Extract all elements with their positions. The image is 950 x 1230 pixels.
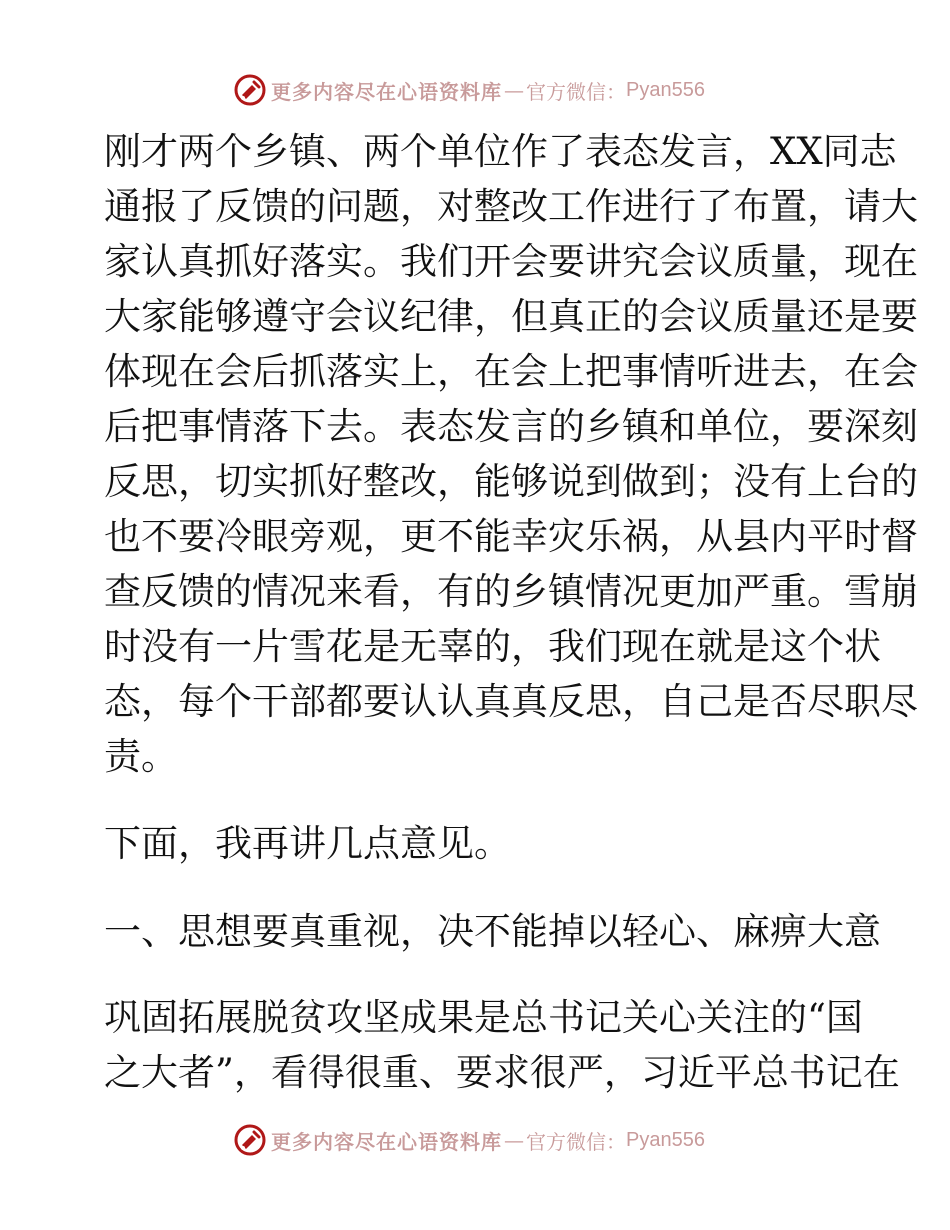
text-line: 通报了反馈的问题，对整改工作进行了布置，请大 — [104, 185, 918, 228]
banner-main-text: 更多内容尽在心语资料库 — [271, 79, 502, 104]
brand-logo-icon — [233, 1123, 267, 1157]
text-line: 态，每个干部都要认认真真反思，自己是否尽职尽 — [104, 680, 918, 723]
text-line: 之大者”，看得很重、要求很严，习近平总书记在 — [104, 1051, 900, 1094]
footer-banner — [233, 1122, 705, 1158]
text-line: 下面，我再讲几点意见。 — [104, 822, 511, 865]
banner-separator: — — [504, 1128, 524, 1152]
text-line: 一、思想要真重视，决不能掉以轻心、麻痹大意 — [104, 910, 881, 953]
text-line: 体现在会后抓落实上，在会上把事情听进去，在会 — [104, 350, 918, 393]
text-line: 查反馈的情况来看，有的乡镇情况更加严重。雪崩 — [104, 570, 918, 613]
text-line: 巩固拓展脱贫攻坚成果是总书记关心关注的“国 — [104, 996, 863, 1039]
text-line: 责。 — [104, 735, 178, 778]
text-line: 刚才两个乡镇、两个单位作了表态发言，XX同志 — [104, 130, 897, 173]
text-line: 大家能够遵守会议纪律，但真正的会议质量还是要 — [104, 295, 918, 338]
text-line: 家认真抓好落实。我们开会要讲究会议质量，现在 — [104, 240, 918, 283]
text-line: 反思，切实抓好整改，能够说到做到；没有上台的 — [104, 460, 918, 503]
banner-wechat-label: 官方微信： — [526, 1129, 626, 1154]
banner-wechat-label: 官方微信： — [526, 79, 626, 104]
header-banner — [233, 72, 705, 108]
brand-logo-icon — [233, 73, 267, 107]
banner-wechat-id: Pyan556 — [626, 78, 705, 101]
text-line: 也不要冷眼旁观，更不能幸灾乐祸，从县内平时督 — [104, 515, 918, 558]
banner-wechat-id: Pyan556 — [626, 1128, 705, 1151]
banner-main-text: 更多内容尽在心语资料库 — [271, 1129, 502, 1154]
banner-separator: — — [504, 78, 524, 102]
text-line: 时没有一片雪花是无辜的，我们现在就是这个状 — [104, 625, 881, 668]
text-line: 后把事情落下去。表态发言的乡镇和单位，要深刻 — [104, 405, 918, 448]
